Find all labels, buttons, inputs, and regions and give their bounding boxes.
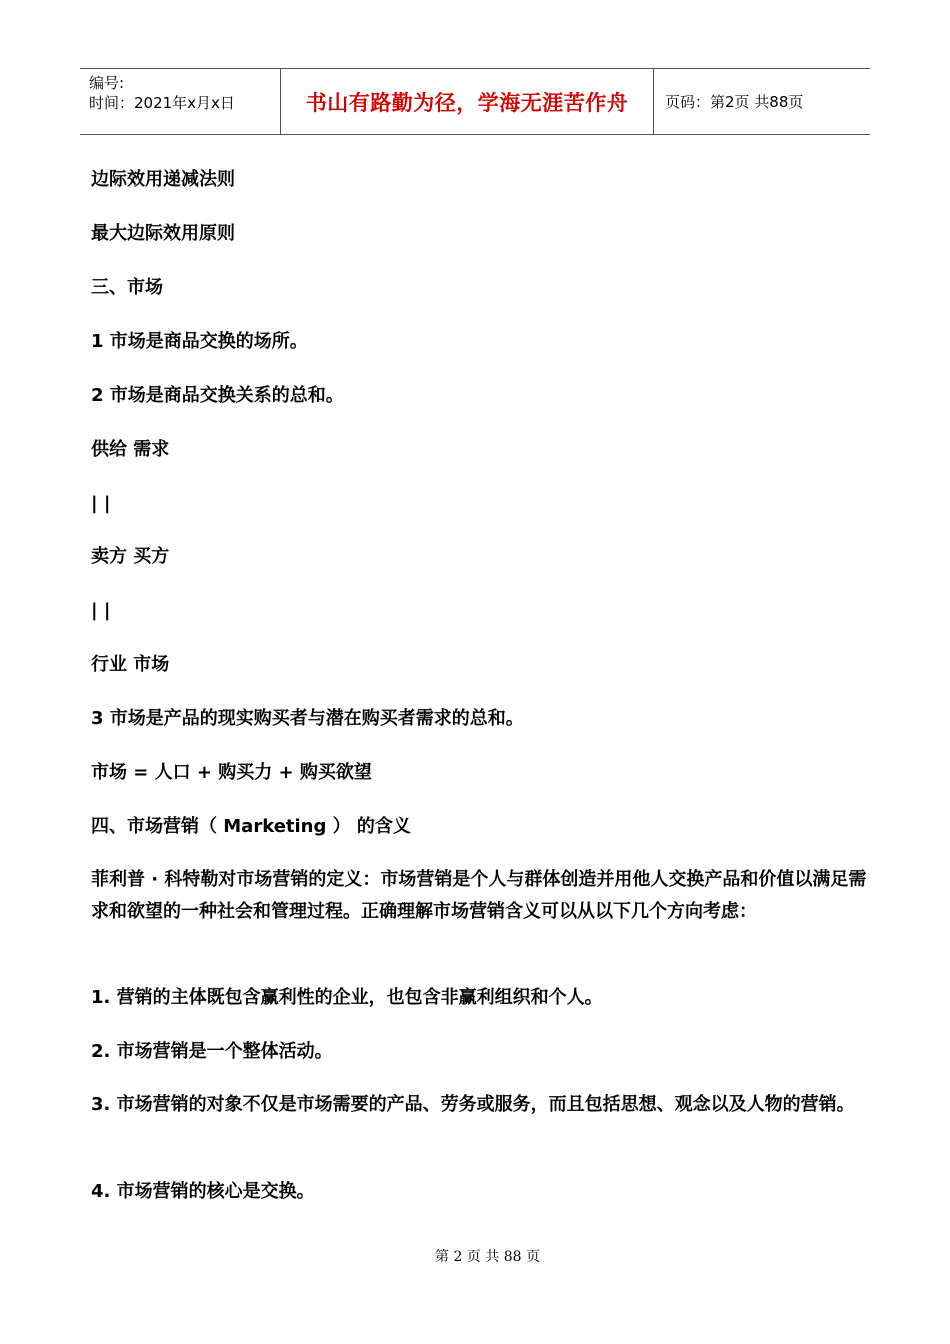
date-label: 时间：2021年x月x日	[89, 94, 235, 112]
text-line: 1 市场是商品交换的场所。	[91, 331, 308, 352]
header-page-info: 页码：第2页 共88页	[665, 93, 804, 111]
list-item: 2. 市场营销是一个整体活动。	[91, 1041, 333, 1062]
definition-paragraph: 菲利普 · 科特勒对市场营销的定义：市场营销是个人与群体创造并用他人交换产品和价值以满足需求和欲望的一种社会和管理过程。正确理解市场营销含义可以从以下几个方向考虑：	[91, 869, 867, 922]
section-heading: 三、市场	[91, 277, 163, 298]
text-line: 边际效用递减法则	[91, 169, 235, 190]
serial-label: 编号:	[89, 74, 125, 92]
text-line: 3 市场是产品的现实购买者与潜在购买者需求的总和。	[91, 708, 524, 729]
text-line: 卖方 买方	[91, 546, 170, 567]
header-motto: 书山有路勤为径，学海无涯苦作舟	[281, 69, 654, 134]
list-item: 3. 市场营销的对象不仅是市场需要的产品、劳务或服务，而且包括思想、观念以及人物的营销。	[91, 1094, 855, 1115]
list-item: 1. 营销的主体既包含赢利性的企业，也包含非赢利组织和个人。	[91, 987, 603, 1008]
text-line: 市场 = 人口 + 购买力 + 购买欲望	[91, 762, 372, 783]
list-item: 4. 市场营销的核心是交换。	[91, 1181, 315, 1202]
header-meta	[80, 69, 281, 134]
page-header	[80, 68, 870, 135]
page-footer: 第 2 页 共 88 页	[435, 1249, 540, 1265]
text-line: 2 市场是商品交换关系的总和。	[91, 385, 344, 406]
text-line: 供给 需求	[91, 439, 170, 460]
section-heading: 四、市场营销（ Marketing ） 的含义	[91, 816, 411, 837]
text-line: | |	[91, 493, 111, 514]
text-line: 最大边际效用原则	[91, 223, 235, 244]
text-line: | |	[91, 600, 111, 621]
text-line: 行业 市场	[91, 654, 170, 675]
